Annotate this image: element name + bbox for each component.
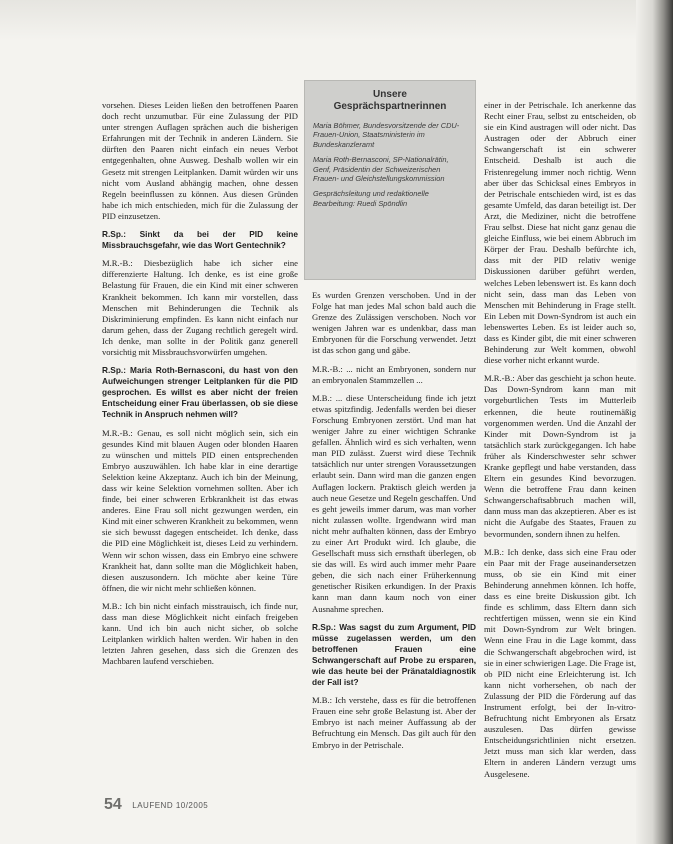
interview-question: R.Sp.: Was sagst du zum Argument, PID müsse zugelassen werden, um den betroffenen Frauen eine Schwangerschaft auf Probe zu ersparen, wie das heute bei der Pränataldiagnostik der Fall ist? xyxy=(312,621,476,688)
text-column-2 xyxy=(312,290,476,758)
text-column-1 xyxy=(102,100,298,675)
infobox-entry: Maria Böhmer, Bundesvorsitzende der CDU-Frauen-Union, Staatsministerin im Bundeskanzleramt xyxy=(313,121,460,149)
interview-answer: M.R.-B.: Genau, es soll nicht möglich sein, sich ein gesundes Kind mit blauen Augen oder blonden Haaren zu wünschen und mittels PID einen entsprechenden Embryo auszuwählen. Ich habe klar in eine derartige Selektion keine Akzeptanz. Auch ich bin der Meinung, dass wir keine Selektion vornehmen sollten. Aber ich finde, bei einer schweren Erbkrankheit ist das etwas anderes. Eine Frau soll nicht gezwungen werden, ein Kind mit einer schweren Krankheit zu bekommen, wenn sie sich bewusst dagegen entscheidet. Ich denke, dass die PID eine Möglichkeit ist, dieses Leid zu verhindern. Wenn wir schon wissen, dass ein Embryo eine schwere Krankheit hat, dann sollte man die Möglichkeit haben, diesen auszusondern. Ich möchte aber keine Türe öffnen, die wir nicht mehr schließen können. xyxy=(102,427,298,593)
infobox-title: Unsere Gesprächspartnerinnen xyxy=(333,89,447,112)
book-spine-shadow xyxy=(636,0,673,844)
page-number: 54 xyxy=(104,796,122,813)
infobox-entry: Gesprächsleitung und redaktionelle Bearbeitung: Ruedi Spöndlin xyxy=(313,189,429,208)
interview-answer: M.B.: Ich bin nicht einfach misstrauisch, ich finde nur, dass man diese Möglichkeit nicht einfach freigeben kann. Und ich bin auch nicht sicher, ob solche Leitplanken wirklich halten werden. Wir haben in den letzten Jahren gesehen, dass sich die Grenzen des Machbaren laufend verschieben. xyxy=(102,600,298,667)
interview-answer: Es wurden Grenzen verschoben. Und in der Folge hat man jedes Mal schon bald auch die Grenze des Zulässigen verschoben. Noch vor wenigen Jahren war es undenkbar, dass man Embryonen für die Forschung verwendet. Jetzt ist das schon gang und gäbe. xyxy=(312,290,476,356)
interview-answer: M.B.: Ich denke, dass sich eine Frau oder ein Paar mit der Frage auseinandersetzen muss, ob sie ein Kind mit einer Behinderung annehmen können. Ich hoffe, dass es eine breite Diskussion gibt. Ich finde es schlimm, dass Eltern dann sich rechtfertigen müssen, wenn sie ein Kind mit Down-Syndrom zur Welt bringen. Wenn eine Frau in die Lage kommt, dass die Schwangerschaft abgebrochen wird, ist sie in einer schwierigen Lage. Die Frage ist, ob PID nicht eine Erleichterung ist. Ich kann nicht vorhersehen, ob nach der Zulassung der PID die Förderung auf das Instrument erfolgt, bei der In-vitro-Befruchtung nicht Embryonen als Ersatz auszulesen. Das dürfen gewisse Entscheidungsrichtlinien nicht ersetzen. Jetzt muss man sich klar werden, dass Eltern in anderen Ländern verzugt ums Ausgelesene. xyxy=(484,546,636,779)
page-top-shadow xyxy=(0,0,673,40)
interview-answer: M.R.-B.: Aber das geschieht ja schon heute. Das Down-Syndrom kann man mit vorgeburtlichen Tests im Mutterleib erkennen, die heute routinemäßig vorgenommen werden. Und die Anzahl der Kinder mit Down-Syndrom ist ja tatsächlich stark zurückgegangen. Ich habe früher als Kinderschwester sehr schwer Kranke gepflegt und habe verstanden, dass Eltern ein gesundes Kind bevorzugen. Wenn die betroffene Frau dann keinen Schwangerschaftsabbruch machen will, dann muss man das akzeptieren. Aber es ist nicht die Aufgabe des Staates, Frauen zu bevormunden, sondern ihnen zu helfen. xyxy=(484,373,636,539)
text-column-3 xyxy=(484,100,636,787)
interview-question: R.Sp.: Sinkt da bei der PID keine Missbrauchsgefahr, wie das Wort Gentechnik? xyxy=(102,229,298,251)
interview-answer: M.R.-B.: Diesbezüglich habe ich sicher eine differenzierte Haltung. Ich denke, es ist eine große Belastung für Frauen, die ein Kind mit einer schweren Krankheit bekommen. Ich kann mir vorstellen, dass Menschen mit Behinderungen die Technik als Diskriminierung empfinden. Es kann nicht einfach nur darum gehen, dass der Zugang rechtlich geregelt wird. Ich denke, man sollte in der Politik ganz generell vorsichtig mit Missbrauchsvorwürfen umgehen. xyxy=(102,258,298,357)
interviewees-infobox xyxy=(304,80,476,280)
interview-answer: M.B.: Ich verstehe, dass es für die betroffenen Frauen eine sehr große Belastung ist. Aber der Embryo ist nach meiner Auffassung ab der Befruchtung ein Mensch. Das gilt auch für den Embryo in der Petrischale. xyxy=(312,695,476,750)
publication-name: LAUFEND 10/2005 xyxy=(132,800,209,810)
interview-question: R.Sp.: Maria Roth-Bernasconi, du hast von den Aufweichungen strenger Leitplanken für die PID gesprochen. Es willst es aber nicht der freien Entscheidung einer Frau überlassen, ob sie diese Technik in Anspruch nehmen will? xyxy=(102,365,298,420)
interview-answer: M.B.: ... diese Unterscheidung finde ich jetzt etwas spitzfindig. Jedenfalls werden bei dieser Forschung Embryonen zerstört. Und man hat weniger Jahre zu einer wichtigen Schranke gefallen. Ähnlich wird es sich verhalten, wenn man PID zulässt. Zuerst wird diese Technik tatsächlich nur unter strengen Voraussetzungen erlaubt sein. Dann wird man die ganzen engen Auflagen lockern. Praktisch gleich werden ja auch neue Gesetze und Regeln geschaffen. Und es geht jeweils immer darum, was man vorher nicht zulassen wollte. Irgendwann wird man nicht mehr aufhalten können, dass der Embryo zu einer Art Produkt wird. Ich glaube, die Gesellschaft muss sich ernsthaft überlegen, ob sie das will. Es wird auch immer mehr Paare geben, die sich nach einer Früherkennung genetischer Risiken erkundigen. In der Praxis kann man dann kaum noch von einer Ausnahme sprechen. xyxy=(312,392,476,614)
page-footer xyxy=(104,796,208,814)
interview-answer: einer in der Petrischale. Ich anerkenne das Recht einer Frau, selbst zu entscheiden, ob sie ein Kind austragen will oder nicht. Das Austragen oder der Abbruch einer Schwangerschaft ist ein schwerer Entscheid. Deshalb ist auch die Fristenregelung immer noch richtig. Wenn aber über das Schicksal eines Embryos in der Petrischale entschieden wird, ist es das gesamte Umfeld, das daran beteiligt ist. Der Arzt, die Mediziner, nicht die betroffene Frau selbst. Diese hat nicht ganz genau die gleiche Einfluss, wie bei einem Abbruch im Körper der Frau. Deshalb befürchte ich, dass mit der PID relativ wenige Diskussionen darüber geführt werden, welches Leben lebenswert ist. Es kann doch nicht sein, dass man das Leben von Menschen mit Behinderung in Frage stellt. Ein Leben mit Down-Syndrom ist auch ein lebenswertes Leben. Es ist leider auch so, dass es Kinder gibt, die mit einer schweren Behinderung zur Welt kommen, obwohl diese vorher nicht erkannt wurde. xyxy=(484,100,636,366)
interview-answer: M.R.-B.: ... nicht an Embryonen, sondern nur an embryonalen Stammzellen ... xyxy=(312,363,476,385)
interview-answer: vorsehen. Dieses Leiden ließen den betroffenen Paaren doch recht unzumutbar. Für eine Zulassung der PID unter strengen Auflagen sprächen auch die bisherigen Erfahrungen mit der Technik in anderen Ländern. Sie dürften den Paaren nicht einfach ein neues Verbot entgegenhalten, ohne Ausweg. Deshalb wollen wir ein Gesetz mit strengen Leitplanken. Damit würden wir uns nicht vom Ausland abhängig machen, ohne dessen Regeln beeinflussen zu können. Aus diesen Gründen habe ich mich entschieden, mich für die Zulassung der PID einzusetzen. xyxy=(102,100,298,221)
infobox-entry: Maria Roth-Bernasconi, SP-Nationalrätin, Genf, Präsidentin der Schweizerischen Frauen- und Gleichstellungskommission xyxy=(313,155,449,184)
